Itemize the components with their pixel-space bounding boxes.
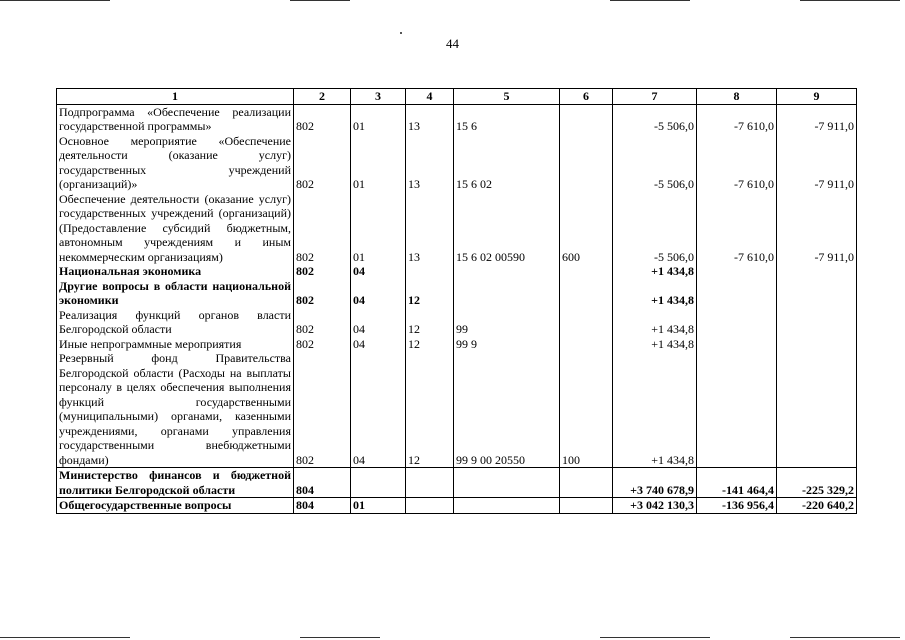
- cell-ministry-code: 804: [294, 498, 351, 514]
- cell-ministry-code: 804: [294, 468, 351, 498]
- cell-target-article: 15 6 02 00590: [454, 192, 560, 265]
- table-row: [57, 308, 857, 337]
- cell-subsection: [406, 264, 454, 279]
- cell-amount-col7: -5 506,0: [613, 104, 697, 134]
- cell-amount-col8: [697, 264, 777, 279]
- scan-artifact: [600, 637, 710, 638]
- table-row: [57, 279, 857, 308]
- cell-amount-col8: [697, 279, 777, 308]
- table-row: [57, 468, 857, 498]
- cell-amount-col8: -141 464,4: [697, 468, 777, 498]
- row-name: Общегосударственные вопросы: [57, 498, 294, 514]
- cell-amount-col8: [697, 308, 777, 337]
- cell-amount-col7: +1 434,8: [613, 337, 697, 352]
- scan-artifact: [0, 0, 110, 1]
- cell-section: 04: [351, 279, 406, 308]
- table-header-row: [57, 89, 857, 105]
- cell-subsection: 12: [406, 351, 454, 468]
- cell-ministry-code: 802: [294, 351, 351, 468]
- cell-target-article: 15 6 02: [454, 134, 560, 192]
- cell-amount-col9: [777, 351, 857, 468]
- cell-expense-type: [560, 104, 613, 134]
- cell-ministry-code: 802: [294, 337, 351, 352]
- cell-ministry-code: 802: [294, 308, 351, 337]
- cell-amount-col9: [777, 279, 857, 308]
- cell-amount-col9: -7 911,0: [777, 104, 857, 134]
- cell-expense-type: [560, 264, 613, 279]
- cell-expense-type: [560, 468, 613, 498]
- row-name: Обеспечение деятельности (оказание услуг) государственных учреждений (организаций) (Предоставление субсидий бюджетным, автономным учреждениям и иным некоммерческим организациям): [57, 192, 294, 265]
- cell-subsection: [406, 468, 454, 498]
- table-row: [57, 498, 857, 514]
- cell-amount-col9: [777, 264, 857, 279]
- cell-amount-col8: -7 610,0: [697, 192, 777, 265]
- cell-subsection: 13: [406, 134, 454, 192]
- cell-expense-type: [560, 279, 613, 308]
- cell-expense-type: [560, 498, 613, 514]
- cell-ministry-code: 802: [294, 104, 351, 134]
- cell-target-article: 15 6: [454, 104, 560, 134]
- row-name: Другие вопросы в области национальной экономики: [57, 279, 294, 308]
- column-header: 9: [777, 89, 857, 105]
- cell-subsection: 12: [406, 337, 454, 352]
- cell-target-article: [454, 264, 560, 279]
- cell-amount-col9: [777, 308, 857, 337]
- table-row: [57, 351, 857, 468]
- cell-subsection: 13: [406, 192, 454, 265]
- row-name: Основное мероприятие «Обеспечение деятельности (оказание услуг) государственных учреждений (организаций)»: [57, 134, 294, 192]
- cell-expense-type: [560, 134, 613, 192]
- cell-target-article: [454, 468, 560, 498]
- cell-amount-col7: -5 506,0: [613, 192, 697, 265]
- cell-section: 01: [351, 498, 406, 514]
- cell-section: 01: [351, 104, 406, 134]
- cell-amount-col9: -7 911,0: [777, 134, 857, 192]
- column-header: 1: [57, 89, 294, 105]
- scan-artifact: [800, 0, 900, 1]
- column-header: 5: [454, 89, 560, 105]
- table-row: [57, 104, 857, 134]
- scan-artifact: [400, 32, 402, 34]
- cell-amount-col8: [697, 351, 777, 468]
- cell-amount-col9: -225 329,2: [777, 468, 857, 498]
- cell-amount-col7: -5 506,0: [613, 134, 697, 192]
- cell-ministry-code: 802: [294, 134, 351, 192]
- budget-table: [56, 88, 857, 514]
- cell-section: [351, 468, 406, 498]
- table-row: [57, 264, 857, 279]
- cell-subsection: 13: [406, 104, 454, 134]
- table-row: [57, 337, 857, 352]
- cell-amount-col9: -7 911,0: [777, 192, 857, 265]
- cell-expense-type: [560, 308, 613, 337]
- cell-amount-col8: -7 610,0: [697, 104, 777, 134]
- cell-amount-col7: +1 434,8: [613, 308, 697, 337]
- column-header: 4: [406, 89, 454, 105]
- cell-section: 01: [351, 134, 406, 192]
- cell-target-article: 99 9: [454, 337, 560, 352]
- cell-section: 04: [351, 308, 406, 337]
- cell-expense-type: [560, 337, 613, 352]
- cell-amount-col8: -7 610,0: [697, 134, 777, 192]
- cell-ministry-code: 802: [294, 192, 351, 265]
- table-row: [57, 134, 857, 192]
- cell-amount-col8: [697, 337, 777, 352]
- cell-amount-col7: +3 042 130,3: [613, 498, 697, 514]
- cell-section: 01: [351, 192, 406, 265]
- column-header: 7: [613, 89, 697, 105]
- scan-artifact: [300, 637, 380, 638]
- cell-expense-type: 100: [560, 351, 613, 468]
- cell-subsection: 12: [406, 308, 454, 337]
- cell-ministry-code: 802: [294, 264, 351, 279]
- cell-amount-col7: +1 434,8: [613, 279, 697, 308]
- cell-expense-type: 600: [560, 192, 613, 265]
- cell-section: 04: [351, 337, 406, 352]
- cell-amount-col7: +3 740 678,9: [613, 468, 697, 498]
- row-name: Резервный фонд Правительства Белгородской области (Расходы на выплаты персоналу в целях обеспечения выполнения функций государственными (муниципальными) органами, казенными учреждениями, органами управления государственными внебюджетными фондами): [57, 351, 294, 468]
- cell-target-article: 99 9 00 20550: [454, 351, 560, 468]
- column-header: 2: [294, 89, 351, 105]
- column-header: 8: [697, 89, 777, 105]
- cell-section: 04: [351, 264, 406, 279]
- cell-section: 04: [351, 351, 406, 468]
- cell-subsection: [406, 498, 454, 514]
- cell-amount-col9: [777, 337, 857, 352]
- cell-target-article: [454, 498, 560, 514]
- scan-artifact: [0, 637, 130, 638]
- scan-artifact: [290, 0, 350, 1]
- column-header: 3: [351, 89, 406, 105]
- row-name: Министерство финансов и бюджетной политики Белгородской области: [57, 468, 294, 498]
- cell-target-article: 99: [454, 308, 560, 337]
- cell-ministry-code: 802: [294, 279, 351, 308]
- row-name: Иные непрограммные мероприятия: [57, 337, 294, 352]
- scan-artifact: [610, 0, 690, 1]
- row-name: Реализация функций органов власти Белгородской области: [57, 308, 294, 337]
- table-row: [57, 192, 857, 265]
- scan-artifact: [790, 637, 900, 638]
- column-header: 6: [560, 89, 613, 105]
- cell-target-article: [454, 279, 560, 308]
- cell-subsection: 12: [406, 279, 454, 308]
- row-name: Национальная экономика: [57, 264, 294, 279]
- cell-amount-col7: +1 434,8: [613, 351, 697, 468]
- row-name: Подпрограмма «Обеспечение реализации государственной программы»: [57, 104, 294, 134]
- cell-amount-col9: -220 640,2: [777, 498, 857, 514]
- page-number: 44: [446, 36, 459, 51]
- cell-amount-col8: -136 956,4: [697, 498, 777, 514]
- cell-amount-col7: +1 434,8: [613, 264, 697, 279]
